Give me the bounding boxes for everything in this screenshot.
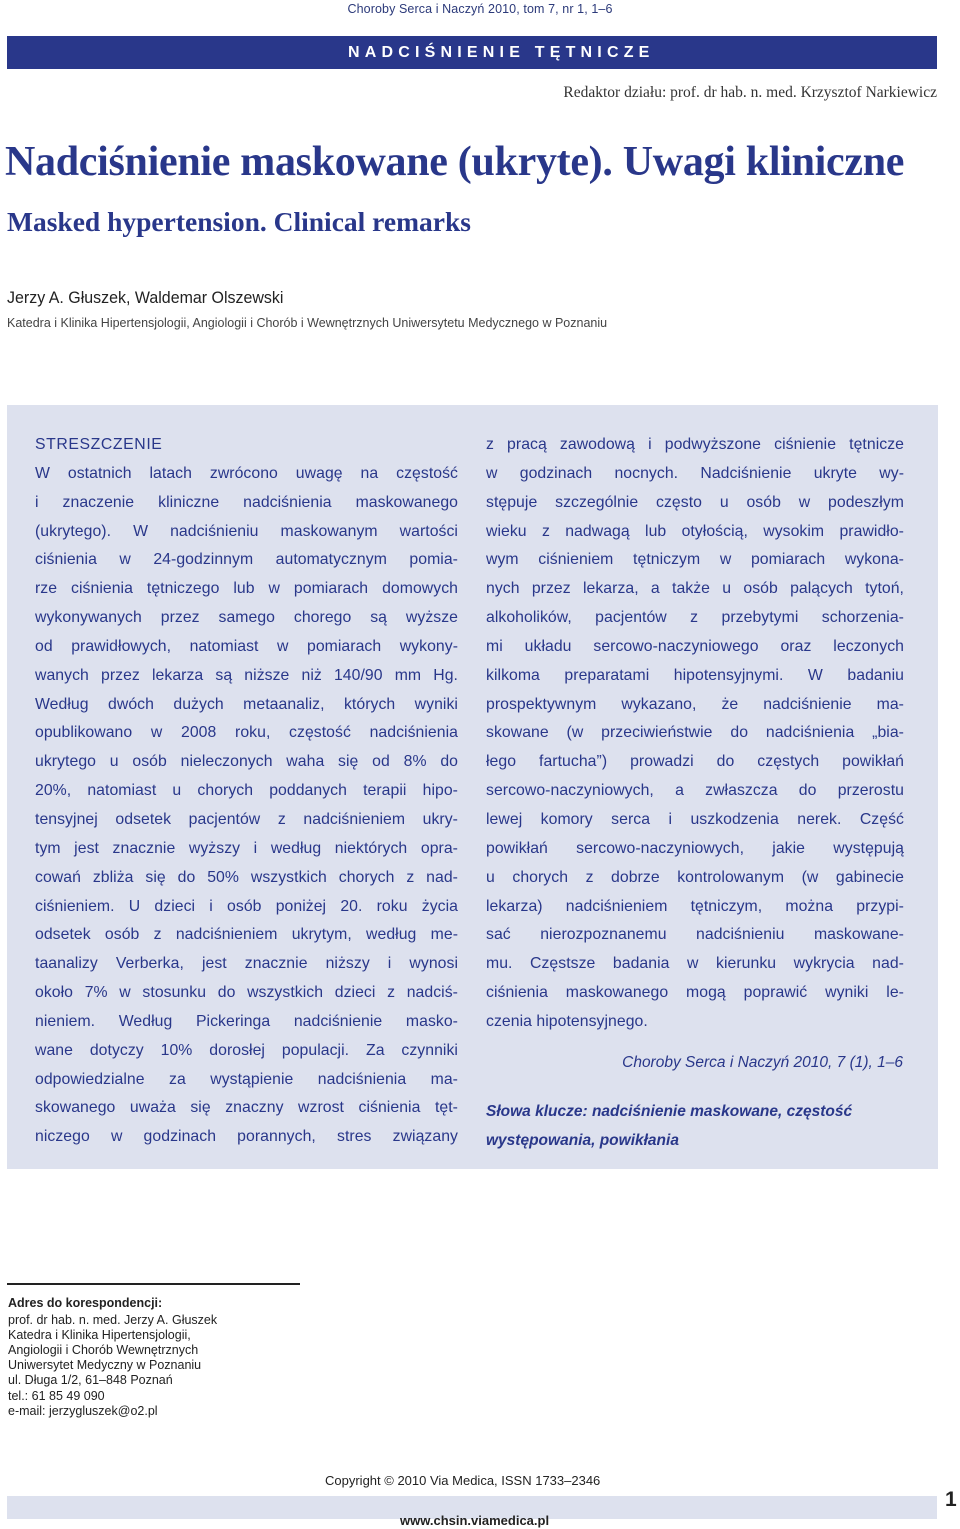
abstract-line: Według dwóch dużych metaanaliz, których wyniki <box>35 695 458 713</box>
correspondence-line: Angiologii i Chorób Wewnętrznych <box>8 1343 199 1358</box>
abstract-citation: Choroby Serca i Naczyń 2010, 7 (1), 1–6 <box>622 1054 903 1071</box>
abstract-line: i znaczenie kliniczne nadciśnienia maskowanego <box>35 493 458 511</box>
keywords-line: występowania, powikłania <box>486 1132 679 1149</box>
abstract-line: ukrytego u osób nieleczonych waha się od 8% do <box>35 753 458 771</box>
abstract-line: odpowiedzialne za wystąpienie nadciśnienia ma- <box>35 1070 458 1088</box>
section-editor: Redaktor działu: prof. dr hab. n. med. Krzysztof Narkiewicz <box>563 84 937 101</box>
correspondence-line: e-mail: jerzygluszek@o2.pl <box>8 1403 158 1418</box>
affiliation: Katedra i Klinika Hipertensjologii, Angiologii i Chorób i Wewnętrznych Uniwersytetu Medycznego w Poznaniu <box>7 316 608 330</box>
correspondence-lines <box>8 1313 217 1419</box>
abstract-right-column <box>486 431 904 1037</box>
abstract-line: wanych przez lekarza są niższe niż 140/90 mm Hg. <box>35 666 458 684</box>
abstract-line: W ostatnich latach zwrócono uwagę na częstość <box>35 464 458 482</box>
abstract-line: lekarza) nadciśnieniem tętniczym, można przypi- <box>486 897 904 915</box>
abstract-line: odsetek osób z nadciśnieniem ukrytym, według me- <box>35 926 458 944</box>
correspondence-line: Uniwersytet Medyczny w Poznaniu <box>8 1358 202 1373</box>
abstract-line: kilkoma preparatami hipotensyjnymi. W badaniu <box>486 666 904 684</box>
abstract-line: sercowo-naczyniowych, a zwłaszcza do przerostu <box>486 782 904 800</box>
abstract-line: wym ciśnieniem tętniczym w pomiarach wykona- <box>486 551 904 569</box>
abstract-line: rze ciśnienia tętniczego lub w pomiarach domowych <box>35 580 458 598</box>
abstract-line: skowanego uważa się znaczny wzrost ciśnienia tęt- <box>35 1099 458 1117</box>
section-title: NADCIŚNIENIE TĘTNICZE <box>348 44 655 61</box>
abstract-line: nieniem. Według Pickeringa nadciśnienie masko- <box>35 1012 458 1030</box>
abstract-line: lewej komory serca i uszkodzenia nerek. Część <box>486 810 904 828</box>
abstract-line: wykonywanych przez samego chorego są wyższe <box>35 609 458 627</box>
abstract-line: ciśnienia w 24-godzinnym automatycznym pomia- <box>35 551 458 569</box>
abstract-line: u chorych z dobrze kontrolowanym (w gabinecie <box>486 868 904 886</box>
copyright: Copyright © 2010 Via Medica, ISSN 1733–2346 <box>325 1473 601 1488</box>
abstract-line: wane dotyczy 10% dorosłej populacji. Za czynniki <box>35 1041 458 1059</box>
section-banner <box>7 36 937 69</box>
journal-url-link[interactable]: www.chsin.viamedica.pl <box>400 1513 550 1528</box>
abstract-line: mi układu sercowo-naczyniowego oraz leczonych <box>486 637 904 655</box>
abstract-line: mu. Częstsze badania w kierunku wykrycia nad- <box>486 955 904 973</box>
article-title-polish: Nadciśnienie maskowane (ukryte). Uwagi kliniczne <box>5 139 905 185</box>
abstract-line: powikłań sercowo-naczyniowych, jakie występują <box>486 839 904 857</box>
abstract-line: łego fartucha”) prowadzi do częstych powikłań <box>486 753 904 771</box>
correspondence-line: Katedra i Klinika Hipertensjologii, <box>8 1328 191 1343</box>
abstract-right-lines <box>486 431 904 1037</box>
abstract-line: w godzinach nocnych. Nadciśnienie ukryte wy- <box>486 464 904 482</box>
abstract-line: cowań zbliża się do 50% wszystkich chorych z nad- <box>35 868 458 886</box>
abstract-line: tensyjnej odsetek pacjentów z nadciśnieniem ukry- <box>35 810 458 828</box>
abstract-line: od prawidłowych, natomiast w pomiarach wykony- <box>35 637 458 655</box>
abstract-left-lines <box>35 460 458 1152</box>
correspondence-line: prof. dr hab. n. med. Jerzy A. Głuszek <box>8 1313 218 1328</box>
abstract-line: prospektywnym wykazano, że nadciśnienie ma- <box>486 695 904 713</box>
abstract-line: ciśnieniem. U dzieci i osób poniżej 20. roku życia <box>35 897 458 915</box>
abstract-line: ciśnienia maskowanego mogą poprawić wyniki le- <box>486 984 904 1002</box>
keywords-line: Słowa klucze: nadciśnienie maskowane, częstość <box>486 1103 853 1120</box>
abstract-line: taanalizy Verberka, jest znacznie niższy i wynosi <box>35 955 458 973</box>
correspondence-line: ul. Długa 1/2, 61–848 Poznań <box>8 1373 173 1388</box>
correspondence-line: tel.: 61 85 49 090 <box>8 1388 105 1403</box>
journal-reference: Choroby Serca i Naczyń 2010, tom 7, nr 1, 1–6 <box>347 2 613 16</box>
abstract-line: skowane (w przeciwieństwie do nadciśnienia „bia- <box>486 724 904 742</box>
abstract-line: tym jest znacznie wyższy i według niektórych opra- <box>35 839 458 857</box>
abstract-line: z pracą zawodową i podwyższone ciśnienie tętnicze <box>486 436 904 453</box>
page-number: 1 <box>945 1488 957 1511</box>
abstract-heading: STRESZCZENIE <box>35 436 163 453</box>
abstract-line: sać nierozpoznanemu nadciśnieniu maskowane- <box>486 926 904 944</box>
correspondence-heading: Adres do korespondencji: <box>8 1296 163 1310</box>
abstract-line: opublikowano w 2008 roku, częstość nadciśnienia <box>35 724 458 742</box>
abstract-line: niczego w godzinach porannych, stres związany <box>35 1128 458 1146</box>
abstract-line: alkoholików, pacjentów z przebytymi schorzenia- <box>486 609 904 627</box>
abstract-line: około 7% w stosunku do wszystkich dzieci z nadciś- <box>35 984 458 1002</box>
abstract-line: wieku z nadwagą lub otyłością, wysokim prawidło- <box>486 522 904 540</box>
authors: Jerzy A. Głuszek, Waldemar Olszewski <box>7 288 284 307</box>
article-title-english: Masked hypertension. Clinical remarks <box>7 206 471 237</box>
keywords <box>486 1097 906 1155</box>
abstract-line: (ukrytego). W nadciśnieniu maskowanym wartości <box>35 522 458 540</box>
correspondence-block <box>8 1296 217 1419</box>
abstract-line: nych przez lekarza, a także u osób palących tytoń, <box>486 580 904 598</box>
footnote-rule <box>7 1283 300 1285</box>
abstract-left-column <box>35 431 458 1152</box>
abstract-line: stępuje szczególnie często u osób w podeszłym <box>486 493 904 511</box>
abstract-line: czenia hipotensyjnego. <box>486 1012 648 1030</box>
abstract-line: 20%, natomiast u chorych poddanych terapii hipo- <box>35 782 458 800</box>
